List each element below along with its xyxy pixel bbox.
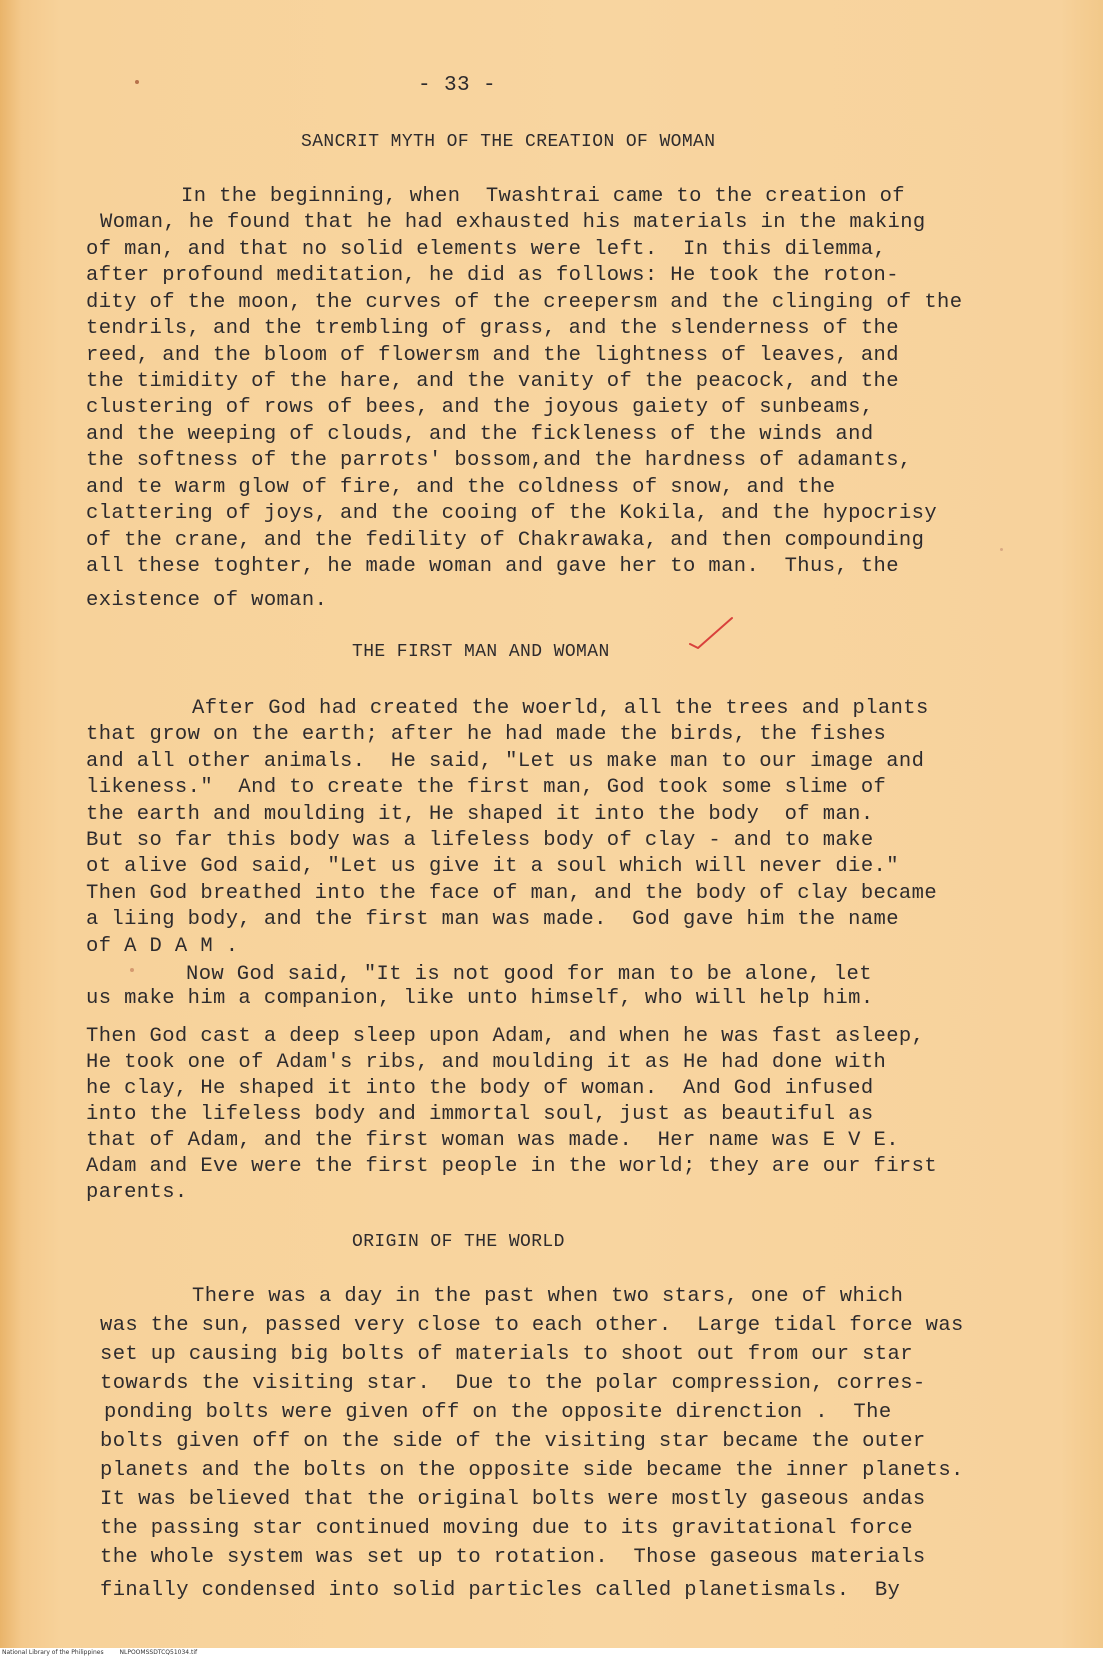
text-line: There was a day in the past when two stars, one of which	[192, 1285, 904, 1308]
text-line: the passing star continued moving due to its gravitational force	[100, 1517, 913, 1540]
text-line: likeness." And to create the first man, God took some slime of	[86, 776, 887, 799]
paper-speck	[135, 80, 139, 84]
text-line: Adam and Eve were the first people in the world; they are our first	[86, 1155, 938, 1178]
text-line: the timidity of the hare, and the vanity of the peacock, and the	[86, 370, 899, 393]
text-line: ponding bolts were given off on the opposite direnction . The	[104, 1401, 892, 1424]
text-line: of A D A M .	[86, 935, 239, 958]
text-line: that grow on the earth; after he had made the birds, the fishes	[86, 723, 887, 746]
text-line: dity of the moon, the curves of the creepersm and the clinging of the	[86, 291, 963, 314]
text-line: of the crane, and the fedility of Chakrawaka, and then compounding	[86, 529, 925, 552]
text-line: that of Adam, and the first woman was made. Her name was E V E.	[86, 1129, 899, 1152]
text-line: Then God cast a deep sleep upon Adam, and when he was fast asleep,	[86, 1025, 925, 1048]
text-line: Then God breathed into the face of man, and the body of clay became	[86, 882, 938, 905]
paper-speck	[130, 968, 134, 972]
footer-library: National Library of the Philippines	[2, 1649, 104, 1656]
check-mark-icon	[688, 614, 736, 662]
paper-speck	[1000, 548, 1003, 551]
text-line: the whole system was set up to rotation. Those gaseous materials	[100, 1546, 926, 1569]
text-line: set up causing big bolts of materials to shoot out from our star	[100, 1343, 913, 1366]
text-line: us make him a companion, like unto himself, who will help him.	[86, 987, 874, 1010]
text-line: existence of woman.	[86, 589, 328, 612]
text-line: all these toghter, he made woman and gave her to man. Thus, the	[86, 555, 899, 578]
text-line: Now God said, "It is not good for man to be alone, let	[186, 963, 872, 986]
section-title-first-man-and-woman: THE FIRST MAN AND WOMAN	[352, 642, 610, 662]
text-line: In the beginning, when Twashtrai came to the creation of	[181, 185, 906, 208]
text-line: clustering of rows of bees, and the joyous gaiety of sunbeams,	[86, 396, 874, 419]
text-line: But so far this body was a lifeless body of clay - and to make	[86, 829, 874, 852]
footer-file: NLPOOMSSDTCQ51034.tif	[119, 1649, 198, 1656]
text-line: bolts given off on the side of the visiting star became the outer	[100, 1430, 926, 1453]
text-line: He took one of Adam's ribs, and moulding it as He had done with	[86, 1051, 887, 1074]
text-line: finally condensed into solid particles called planetismals. By	[100, 1579, 901, 1602]
section-title-creation-of-woman: SANCRIT MYTH OF THE CREATION OF WOMAN	[301, 132, 716, 152]
text-line: reed, and the bloom of flowersm and the lightness of leaves, and	[86, 344, 899, 367]
text-line: of man, and that no solid elements were left. In this dilemma,	[86, 238, 887, 261]
page-number: - 33 -	[418, 74, 497, 97]
text-line: It was believed that the original bolts were mostly gaseous andas	[100, 1488, 926, 1511]
text-line: planets and the bolts on the opposite side became the inner planets.	[100, 1459, 964, 1482]
text-line: and the weeping of clouds, and the fickleness of the winds and	[86, 423, 874, 446]
text-line: and te warm glow of fire, and the coldness of snow, and the	[86, 476, 836, 499]
text-line: was the sun, passed very close to each other. Large tidal force was	[100, 1314, 964, 1337]
text-line: the softness of the parrots' bossom,and the hardness of adamants,	[86, 449, 912, 472]
text-line: parents.	[86, 1181, 188, 1204]
text-line: the earth and moulding it, He shaped it into the body of man.	[86, 803, 874, 826]
text-line: into the lifeless body and immortal soul, just as beautiful as	[86, 1103, 874, 1126]
text-line: a liing body, and the first man was made. God gave him the name	[86, 908, 899, 931]
text-line: ot alive God said, "Let us give it a soul which will never die."	[86, 855, 899, 878]
text-line: clattering of joys, and the cooing of the Kokila, and the hypocrisy	[86, 502, 938, 525]
text-line: towards the visiting star. Due to the polar compression, corres-	[100, 1372, 926, 1395]
text-line: After God had created the woerld, all the trees and plants	[192, 697, 929, 720]
text-line: he clay, He shaped it into the body of woman. And God infused	[86, 1077, 874, 1100]
text-line: after profound meditation, he did as follows: He took the roton-	[86, 264, 899, 287]
text-line: tendrils, and the trembling of grass, and the slenderness of the	[86, 317, 899, 340]
text-line: Woman, he found that he had exhausted his materials in the making	[100, 211, 926, 234]
section-title-origin-of-the-world: ORIGIN OF THE WORLD	[352, 1232, 565, 1252]
scan-footer-text	[2, 1649, 197, 1656]
text-line: and all other animals. He said, "Let us make man to our image and	[86, 750, 925, 773]
